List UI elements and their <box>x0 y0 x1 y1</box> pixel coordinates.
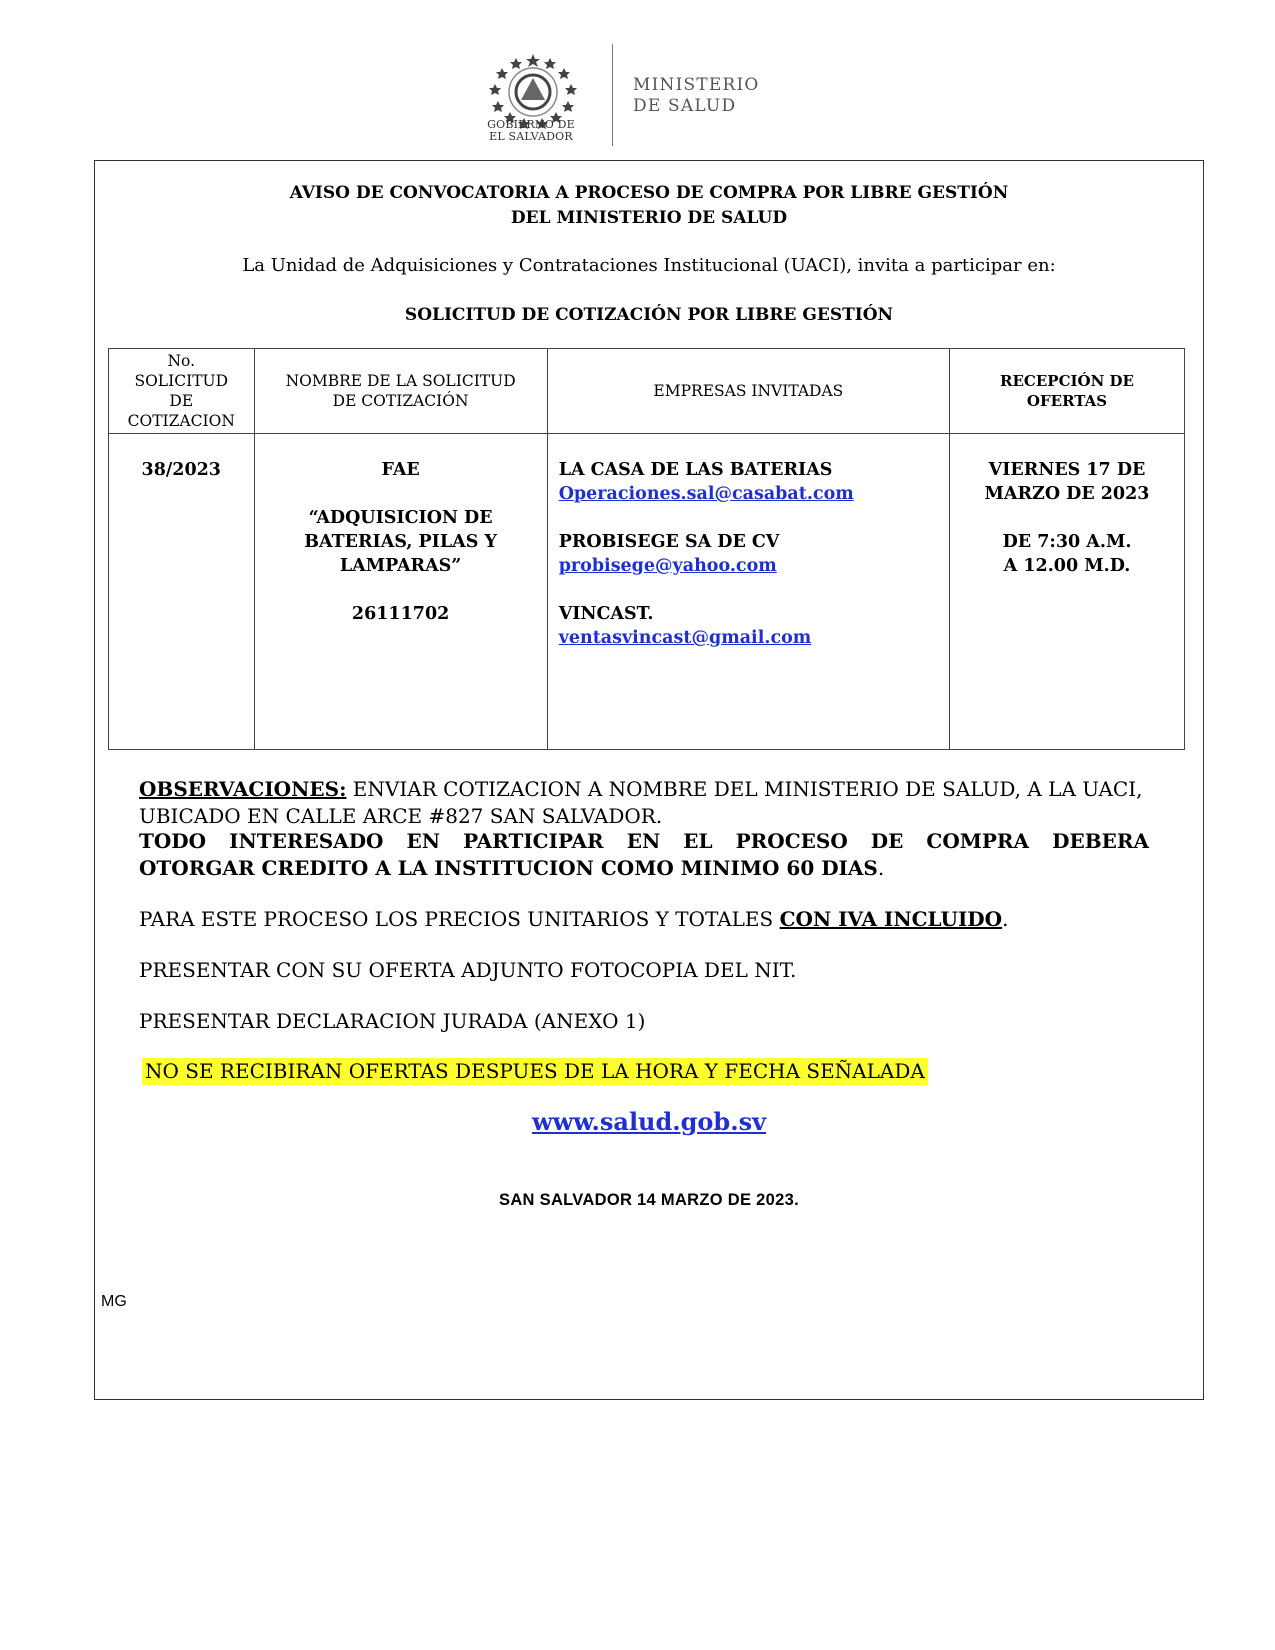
nit-requirement: PRESENTAR CON SU OFERTA ADJUNTO FOTOCOPIA DEL NIT. <box>139 958 797 982</box>
observations-text: ENVIAR COTIZACION A NOMBRE DEL MINISTERIO DE SALUD, A LA UACI, UBICADO EN CALLE ARCE #827 SAN SALVADOR. <box>139 777 1143 828</box>
request-number: 38/2023 <box>109 434 255 750</box>
request-name-line: LAMPARAS” <box>339 556 462 576</box>
reception-date-line: VIERNES 17 DE <box>988 460 1146 480</box>
website <box>95 1107 1203 1136</box>
fund-code: FAE <box>381 460 420 480</box>
reception-cell <box>950 434 1185 750</box>
header-request-name: NOMBRE DE LA SOLICITUD DE COTIZACIÓN <box>254 349 547 434</box>
header-offer-reception: RECEPCIÓN DE OFERTAS <box>950 349 1185 434</box>
table-row <box>109 434 1185 750</box>
notice-title-line-2: DEL MINISTERIO DE SALUD <box>510 208 788 228</box>
header-invited-companies: EMPRESAS INVITADAS <box>547 349 949 434</box>
request-name-cell <box>254 434 547 750</box>
request-name-line: “ADQUISICION DE <box>308 508 493 528</box>
request-name-line: BATERIAS, PILAS Y <box>304 532 497 552</box>
ministry-name-line-2: DE SALUD <box>633 96 737 116</box>
company-email-link[interactable]: Operaciones.sal@casabat.com <box>558 484 854 504</box>
page-header <box>0 42 1275 152</box>
observations-paragraph <box>139 776 1149 830</box>
government-name-line-2: EL SALVADOR <box>489 130 573 143</box>
observations-label: OBSERVACIONES: <box>139 777 347 801</box>
notice-subtitle: SOLICITUD DE COTIZACIÓN POR LIBRE GESTIÓN <box>404 305 894 325</box>
author-initials: MG <box>101 1293 127 1310</box>
declaration-requirement: PRESENTAR DECLARACION JURADA (ANEXO 1) <box>139 1009 646 1033</box>
prices-paragraph: PARA ESTE PROCESO LOS PRECIOS UNITARIOS Y TOTALES CON IVA INCLUIDO. <box>139 907 1009 931</box>
company-email-link[interactable]: probisege@yahoo.com <box>558 556 777 576</box>
place-and-date: SAN SALVADOR 14 MARZO DE 2023. <box>499 1191 799 1209</box>
notice-title-line-1: AVISO DE CONVOCATORIA A PROCESO DE COMPRA POR LIBRE GESTIÓN <box>289 183 1009 203</box>
deadline-warning: NO SE RECIBIRAN OFERTAS DESPUES DE LA HORA Y FECHA SEÑALADA <box>142 1058 928 1085</box>
tax-included-emphasis: CON IVA INCLUIDO <box>779 907 1003 931</box>
company-email-link[interactable]: ventasvincast@gmail.com <box>558 628 812 648</box>
table-header-row <box>109 349 1185 434</box>
reception-time-line: DE 7:30 A.M. <box>1002 532 1132 552</box>
company-name: PROBISEGE SA DE CV <box>558 532 780 552</box>
reception-time-line: A 12.00 M.D. <box>1003 556 1131 576</box>
invited-companies-cell <box>547 434 949 750</box>
credit-requirement-line-1: TODO INTERESADO EN PARTICIPAR EN EL PROCESO DE COMPRA DEBERA <box>139 829 1149 853</box>
product-code: 26111702 <box>351 604 450 624</box>
header-divider <box>612 44 613 146</box>
government-name-line-1: GOBIERNO DE <box>487 118 575 131</box>
invitation-text: La Unidad de Adquisiciones y Contrataciones Institucional (UACI), invita a participar en: <box>242 255 1056 276</box>
header-request-number: No. SOLICITUD DE COTIZACION <box>109 349 255 434</box>
reception-date-line: MARZO DE 2023 <box>984 484 1150 504</box>
ministry-name-line-1: MINISTERIO <box>633 75 760 95</box>
company-name: LA CASA DE LAS BATERIAS <box>558 460 833 480</box>
company-name: VINCAST. <box>558 604 654 624</box>
credit-requirement-line-2: OTORGAR CREDITO A LA INSTITUCION COMO MINIMO 60 DIAS. <box>139 856 885 880</box>
notice-frame <box>94 160 1204 1400</box>
quotation-table <box>108 348 1185 750</box>
website-link[interactable]: www.salud.gob.sv <box>531 1107 767 1136</box>
